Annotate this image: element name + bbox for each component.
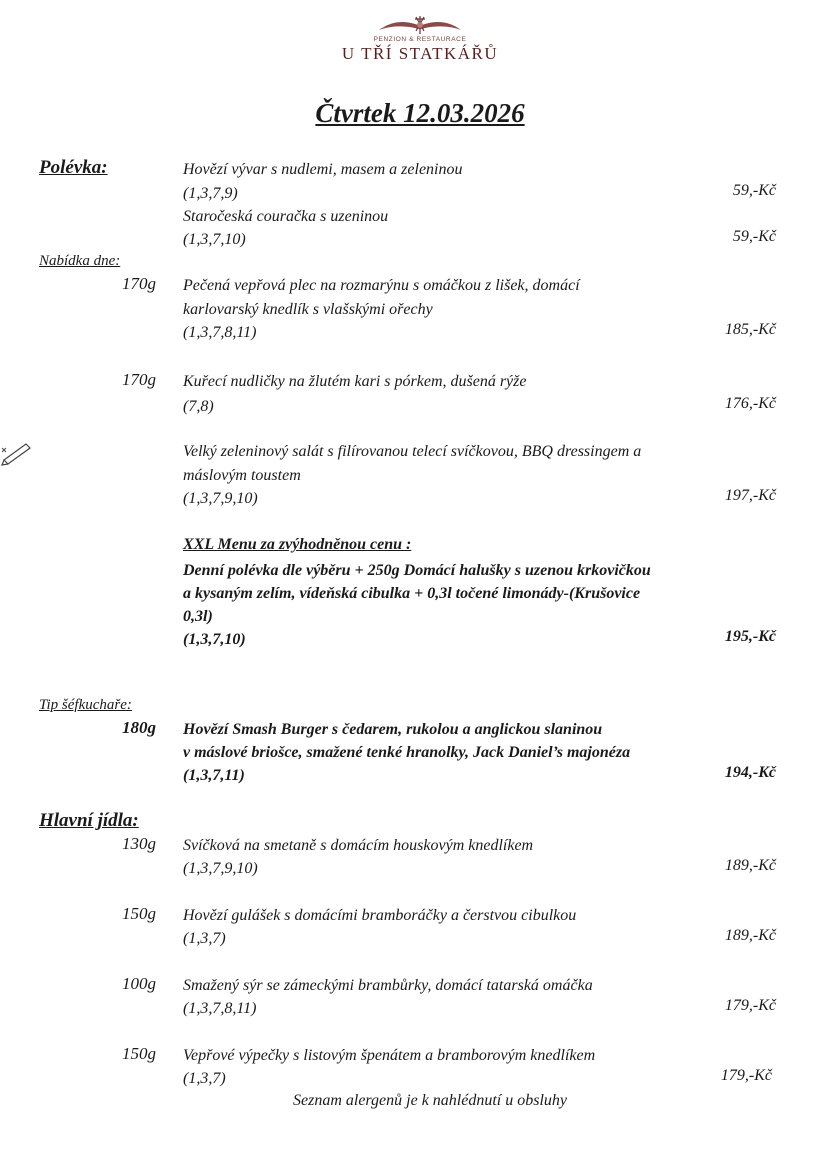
page-title: Čtvrtek 12.03.2026 — [315, 98, 525, 128]
main-1-price: 189,-Kč — [724, 857, 776, 874]
daily-3-price: 197,-Kč — [724, 487, 776, 504]
main-3-weight: 100g — [122, 974, 156, 993]
pen-icon — [0, 440, 34, 466]
section-chef-heading: Tip šéfkuchaře: — [39, 697, 132, 713]
section-soup-heading: Polévka: — [39, 157, 108, 178]
daily-2-price: 176,-Kč — [724, 395, 776, 412]
main-3-allergens: (1,3,7,8,11) — [183, 1000, 257, 1017]
main-2-allergens: (1,3,7) — [183, 930, 226, 947]
main-4-price: 179,-Kč — [720, 1067, 772, 1084]
logo-subtitle: PENZION & RESTAURACE — [373, 36, 467, 43]
main-1-name: Svíčková na smetaně s domácím houskovým knedlíkem — [183, 837, 534, 854]
daily-2-allergens: (7,8) — [183, 398, 214, 415]
daily-2-name: Kuřecí nudličky na žlutém kari s pórkem, dušená rýže — [183, 373, 527, 390]
xxl-menu-heading: XXL Menu za zvýhodněnou cenu : — [183, 536, 412, 553]
section-main-heading: Hlavní jídla: — [39, 810, 139, 831]
chef-weight: 180g — [122, 718, 156, 737]
daily-1-weight: 170g — [122, 274, 156, 293]
chef-dish-price: 194,-Kč — [724, 764, 776, 781]
main-4-allergens: (1,3,7) — [183, 1070, 226, 1087]
soup-2-allergens: (1,3,7,10) — [183, 231, 246, 248]
xxl-menu-line-3: 0,3l) — [183, 608, 213, 625]
logo-ornament-icon — [375, 14, 465, 36]
daily-3-name-cont: máslovým toustem — [183, 467, 301, 484]
restaurant-logo — [0, 14, 840, 64]
main-2-weight: 150g — [122, 904, 156, 923]
soup-1-name: Hovězí vývar s nudlemi, masem a zeleninou — [183, 161, 463, 178]
chef-dish-allergens: (1,3,7,11) — [183, 767, 245, 784]
daily-1-allergens: (1,3,7,8,11) — [183, 324, 257, 341]
soup-2-price: 59,-Kč — [732, 228, 776, 245]
logo-name: U TŘÍ STATKÁŘŮ — [341, 44, 499, 63]
allergen-note: Seznam alergenů je k nahlédnutí u obsluhy — [292, 1092, 568, 1109]
main-4-name: Vepřové výpečky s listovým špenátem a bramborovým knedlíkem — [183, 1047, 596, 1064]
daily-2-weight: 170g — [122, 370, 156, 389]
chef-dish-line-1: Hovězí Smash Burger s čedarem, rukolou a anglickou slaninou — [183, 721, 603, 738]
xxl-menu-allergens: (1,3,7,10) — [183, 631, 246, 648]
main-2-name: Hovězí gulášek s domácími bramboráčky a čerstvou cibulkou — [183, 907, 577, 924]
daily-3-name: Velký zeleninový salát s filírovanou telecí svíčkovou, BBQ dressingem a — [183, 443, 642, 460]
main-4-weight: 150g — [122, 1044, 156, 1063]
section-daily-heading: Nabídka dne: — [39, 253, 121, 269]
daily-1-price: 185,-Kč — [724, 321, 776, 338]
soup-2-name: Staročeská couračka s uzeninou — [183, 208, 389, 225]
chef-dish-line-2: v máslové briošce, smažené tenké hranolky, Jack Daniel’s majonéza — [183, 744, 631, 761]
daily-1-name-cont: karlovarský knedlík s vlašskými ořechy — [183, 301, 433, 318]
main-1-allergens: (1,3,7,9,10) — [183, 860, 258, 877]
soup-1-allergens: (1,3,7,9) — [183, 185, 238, 202]
daily-3-allergens: (1,3,7,9,10) — [183, 490, 258, 507]
main-3-name: Smažený sýr se zámeckými brambůrky, domácí tatarská omáčka — [183, 977, 593, 994]
daily-1-name: Pečená vepřová plec na rozmarýnu s omáčkou z lišek, domácí — [183, 277, 580, 294]
main-1-weight: 130g — [122, 834, 156, 853]
main-2-price: 189,-Kč — [724, 927, 776, 944]
xxl-menu-line-1: Denní polévka dle výběru + 250g Domácí halušky s uzenou krkovičkou — [183, 562, 651, 579]
main-3-price: 179,-Kč — [724, 997, 776, 1014]
xxl-menu-price: 195,-Kč — [724, 628, 776, 645]
xxl-menu-line-2: a kysaným zelím, vídeňská cibulka + 0,3l točené limonády-(Krušovice — [183, 585, 641, 602]
soup-1-price: 59,-Kč — [732, 182, 776, 199]
